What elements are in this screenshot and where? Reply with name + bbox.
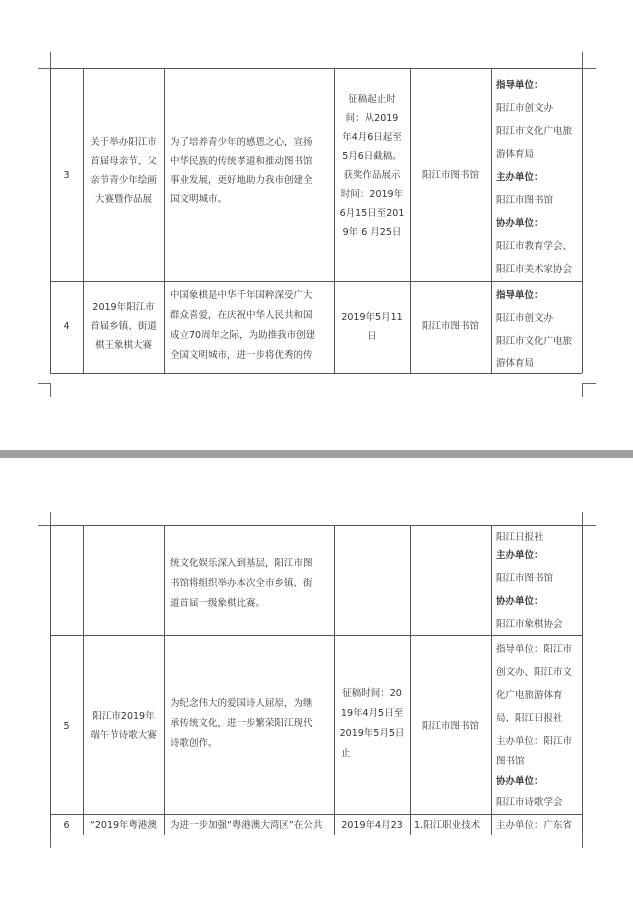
time-line: 获奖作品展示 — [343, 170, 401, 181]
venue: 1.阳江职业技术 — [414, 820, 481, 831]
purpose-line: 承传统文化，进一步繁荣阳江现代 — [170, 718, 313, 729]
purpose-line: 中华民族的传统孝道和推动图书馆 — [170, 156, 313, 167]
purpose-line: 为进一步加强“粤港澳大湾区”在公共 — [170, 820, 323, 831]
org-line: 游体育局 — [496, 149, 535, 160]
event-name-line: 首届母亲节、父 — [90, 156, 157, 167]
org-line: 阳江市创文办 — [496, 103, 554, 114]
crop-mark — [582, 383, 583, 397]
table-col-divider — [334, 525, 335, 835]
crop-mark — [582, 52, 583, 68]
purpose-line: 全国文明城市，进一步将优秀的传 — [170, 350, 313, 361]
purpose-line: 道首届一级象棋比赛。 — [170, 598, 266, 609]
row-number: 6 — [63, 820, 70, 831]
event-name-line: 2019年阳江市 — [92, 302, 155, 313]
org-line: 图书馆 — [496, 756, 525, 767]
purpose-line: 诗歌创作。 — [170, 738, 218, 749]
crop-mark — [582, 68, 596, 69]
crop-mark — [50, 512, 51, 525]
table-border — [50, 68, 582, 69]
table-row-divider — [50, 814, 582, 815]
time-line: 2019年5月5日 — [339, 728, 405, 739]
time-line: 2019年4月23 — [341, 820, 403, 831]
org-line: 指导单位： — [496, 80, 544, 91]
event-name-line: 大赛暨作品展 — [94, 194, 152, 205]
org-line: 协办单位： — [496, 776, 544, 787]
table-border — [50, 525, 582, 526]
event-name-line: “2019年粤港澳 — [89, 820, 158, 831]
table-row-divider — [50, 281, 582, 282]
table-col-divider — [410, 525, 411, 835]
time-line: 止 — [341, 748, 351, 759]
venue: 阳江市图书馆 — [421, 321, 479, 332]
org-line: 化广电旅游体育 — [496, 690, 563, 701]
org-line: 协办单位： — [496, 596, 544, 607]
purpose-line: 国文明城市。 — [170, 194, 228, 205]
table-col-divider — [164, 525, 165, 835]
event-name-line: 阳江市2019年 — [92, 711, 155, 722]
org-line: 阳江市图书馆 — [496, 195, 554, 206]
time-line: 19年4月5日至 — [340, 708, 404, 719]
purpose-line: 书馆将组织举办本次全市乡镇、街 — [170, 578, 313, 589]
table-col-divider — [164, 68, 165, 373]
time-line: 时间：2019年 — [340, 189, 404, 200]
time-line: 征稿时间：20 — [342, 688, 402, 699]
org-line: 阳江市美术家协会 — [496, 264, 573, 275]
row-number: 3 — [63, 170, 70, 181]
crop-mark — [38, 383, 50, 384]
purpose-line: 中国象棋是中华千年国粹深受广大 — [170, 290, 313, 301]
crop-mark — [38, 525, 50, 526]
table-col-divider — [83, 525, 84, 835]
event-name-line: 亲节青少年绘画 — [90, 175, 157, 186]
org-line: 局、阳江日报社 — [496, 713, 563, 724]
time-line: 5月6日截稿。 — [342, 151, 402, 162]
org-line: 阳江市教育学会、 — [496, 241, 573, 252]
time-line: 9年 6 月25日 — [342, 227, 402, 238]
purpose-line: 为纪念伟大的爱国诗人屈原，为继 — [170, 698, 313, 709]
crop-mark — [50, 383, 51, 397]
org-line: 游体育局 — [496, 358, 535, 369]
event-name-line: 棋王象棋大赛 — [94, 340, 152, 351]
org-line: 阳江市文化广电旅 — [496, 126, 573, 137]
time-line: 6月15日至201 — [339, 208, 405, 219]
row-number: 4 — [63, 321, 70, 332]
venue: 阳江市图书馆 — [421, 721, 479, 732]
org-line: 创文办、阳江市文 — [496, 667, 573, 678]
time-line: 间：从2019 — [345, 113, 399, 124]
row-number: 5 — [63, 721, 70, 732]
org-line: 指导单位：阳江市 — [496, 644, 573, 655]
time-line: 年4月6日起至 — [342, 132, 402, 143]
org-line: 阳江日报社 — [496, 532, 544, 543]
crop-mark — [38, 68, 50, 69]
event-name-line: 关于举办阳江市 — [90, 137, 157, 148]
org-line: 阳江市诗歌学会 — [496, 797, 563, 808]
crop-mark — [50, 834, 51, 848]
time-line: 日 — [367, 331, 377, 342]
table-col-divider — [491, 525, 492, 835]
purpose-line: 为了培养青少年的感恩之心，宣扬 — [170, 137, 313, 148]
org-line: 阳江市象棋协会 — [496, 619, 563, 630]
time-line: 征稿起止时 — [348, 94, 396, 105]
org-line: 阳江市图书馆 — [496, 573, 554, 584]
table-row-divider — [50, 635, 582, 636]
table-border — [50, 525, 51, 835]
purpose-line: 群众喜爱，在庆祝中华人民共和国 — [170, 310, 313, 321]
time-line: 2019年5月11 — [341, 312, 403, 323]
table-border — [582, 68, 583, 373]
purpose-line: 事业发展，更好地助力我市创建全 — [170, 175, 313, 186]
table-col-divider — [491, 68, 492, 373]
crop-mark — [582, 512, 583, 525]
purpose-line: 统文化娱乐深入到基层，阳江市图 — [170, 558, 313, 569]
page-separator — [0, 450, 633, 458]
org-line: 主办单位： — [496, 172, 544, 183]
document-page-2 — [0, 458, 633, 900]
purpose-line: 成立70周年之际，为助推我市创建 — [170, 330, 316, 341]
org-line: 阳江市创文办 — [496, 313, 554, 324]
venue: 阳江市图书馆 — [421, 170, 479, 181]
event-name-line: 端午节诗歌大赛 — [90, 730, 157, 741]
org-line: 阳江市文化广电旅 — [496, 336, 573, 347]
org-line: 协办单位： — [496, 218, 544, 229]
table-border — [50, 373, 582, 374]
event-name-line: 首届乡镇、街道 — [90, 321, 157, 332]
org-line: 主办单位：广东省 — [496, 820, 573, 831]
org-line: 主办单位：阳江市 — [496, 736, 573, 747]
crop-mark — [582, 525, 596, 526]
crop-mark — [50, 52, 51, 68]
org-line: 指导单位： — [496, 290, 544, 301]
table-border — [582, 525, 583, 835]
org-line: 主办单位： — [496, 550, 544, 561]
crop-mark — [582, 834, 583, 848]
crop-mark — [582, 383, 596, 384]
